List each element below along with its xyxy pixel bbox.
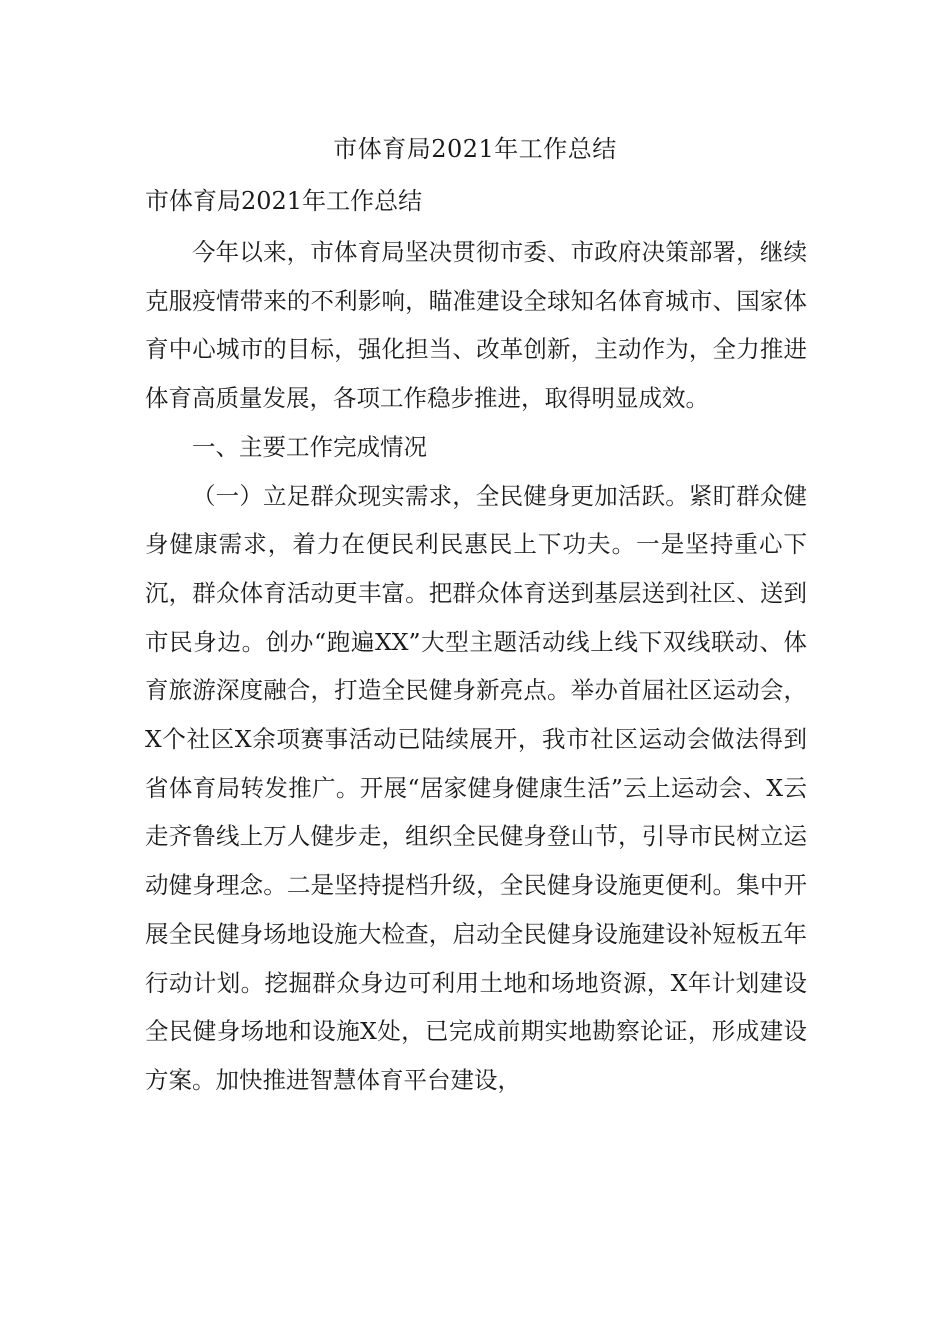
section-heading-main-work: 一、主要工作完成情况 — [192, 432, 427, 461]
document-body — [145, 228, 807, 1105]
document-subtitle: 市体育局2021年工作总结 — [145, 187, 423, 215]
document-title: 市体育局2021年工作总结 — [333, 135, 617, 163]
paragraph-intro: 今年以来，市体育局坚决贯彻市委、市政府决策部署，继续克服疫情带来的不利影响，瞄准建设全球知名体育城市、国家体育中心城市的目标，强化担当、改革创新，主动作为，全力推进体育高质量发展，各项工作稳步推进，取得明显成效。 — [145, 238, 807, 413]
paragraph-fitness: （一）立足群众现实需求，全民健身更加活跃。紧盯群众健身健康需求，着力在便民利民惠民上下功夫。一是坚持重心下沉，群众体育活动更丰富。把群众体育送到基层送到社区、送到市民身边。创办“跑遍XX”大型主题活动线上线下双线联动、体育旅游深度融合，打造全民健身新亮点。举办首届社区运动会，X个社区X余项赛事活动已陆续展开，我市社区运动会做法得到省体育局转发推广。开展“居家健身健康生活”云上运动会、X云走齐鲁线上万人健步走，组织全民健身登山节，引导市民树立运动健身理念。二是坚持提档升级，全民健身设施更便利。集中开展全民健身场地设施大检查，启动全民健身设施建设补短板五年行动计划。挖掘群众身边可利用土地和场地资源，X年计划建设全民健身场地和设施X处，已完成前期实地勘察论证，形成建设方案。加快推进智慧体育平台建设， — [145, 481, 807, 1094]
